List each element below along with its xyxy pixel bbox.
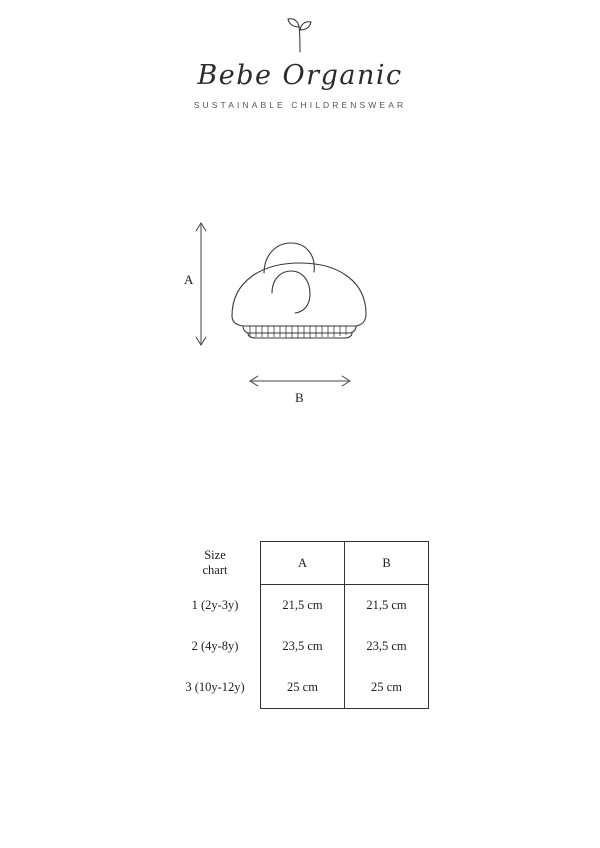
- dimension-label-a: A: [184, 272, 194, 287]
- column-header-b: B: [345, 542, 429, 585]
- dimension-label-b: B: [295, 390, 304, 405]
- beret-hat-diagram: [0, 215, 600, 415]
- product-illustration: [0, 215, 600, 415]
- size-chart-corner-line2: chart: [202, 563, 228, 577]
- vertical-double-arrow-icon: [196, 223, 206, 345]
- leaf-sprig-icon: [0, 16, 600, 54]
- size-chart-corner-line1: Size: [204, 547, 226, 562]
- brand-tagline: SUSTAINABLE CHILDRENSWEAR: [193, 100, 407, 110]
- brand-header: [0, 16, 600, 110]
- row-value-a: 21,5 cm: [261, 585, 345, 627]
- table-row: [170, 667, 429, 709]
- brand-name: Bebe Organic: [197, 60, 403, 91]
- row-value-b: 21,5 cm: [345, 585, 429, 627]
- column-header-a: A: [261, 542, 345, 585]
- row-size-label: 2 (4y-8y): [170, 626, 261, 667]
- row-value-b: 25 cm: [345, 667, 429, 709]
- row-value-b: 23,5 cm: [345, 626, 429, 667]
- table-row: [170, 626, 429, 667]
- size-chart-table: [170, 541, 429, 709]
- table-header-row: [170, 542, 429, 585]
- row-size-label: 3 (10y-12y): [170, 667, 261, 709]
- horizontal-double-arrow-icon: [250, 376, 350, 386]
- table-row: [170, 585, 429, 627]
- size-chart-corner-label: [170, 542, 261, 585]
- row-value-a: 23,5 cm: [261, 626, 345, 667]
- row-value-a: 25 cm: [261, 667, 345, 709]
- row-size-label: 1 (2y-3y): [170, 585, 261, 627]
